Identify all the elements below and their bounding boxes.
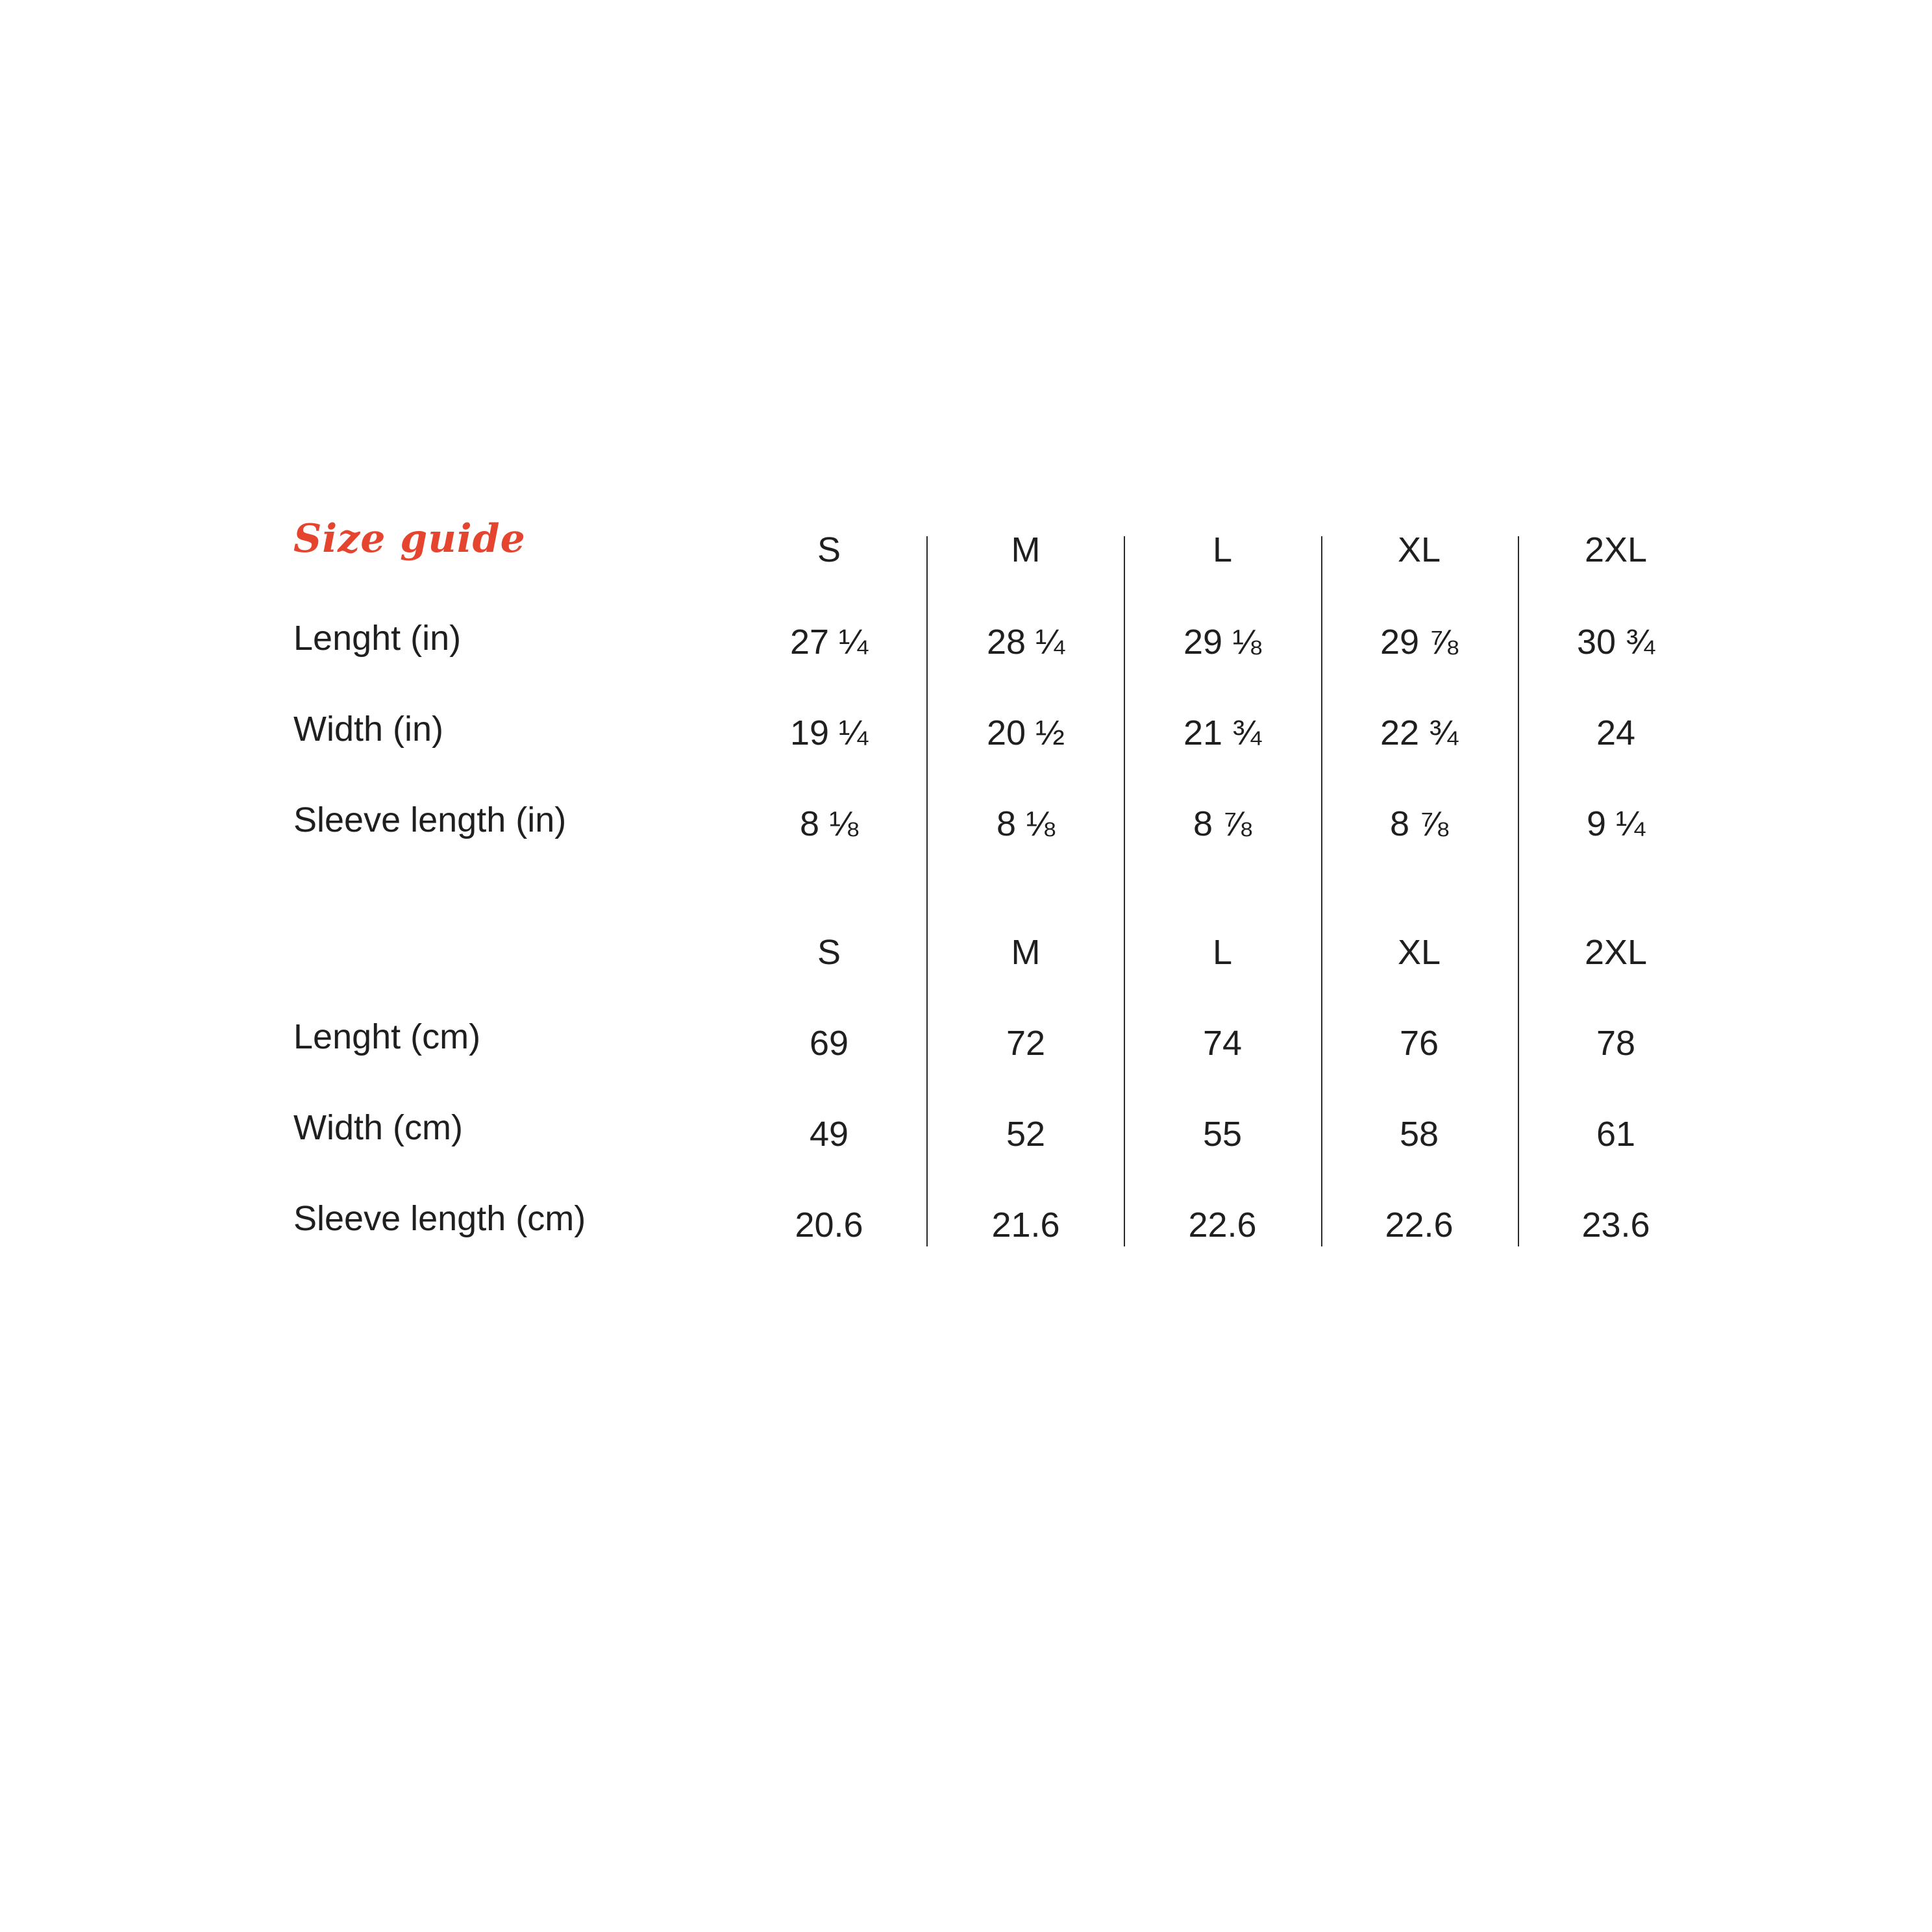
table-cell: 30 ¾ [1576,623,1655,662]
table-cell: 29 ⅛ [1183,623,1262,662]
size-header: S [817,530,841,569]
size-header: XL [1397,933,1441,972]
table-cell: 24 [1596,713,1636,752]
table-cell: 22.6 [1385,1206,1454,1245]
table-cell: 23.6 [1581,1206,1650,1245]
size-header: M [1011,933,1041,972]
table-cell: 27 ¼ [789,623,869,662]
size-guide-title: Size guide [293,516,526,562]
table-cell: 9 ¼ [1586,804,1646,843]
table-cell: 61 [1596,1115,1636,1154]
table-cell: 19 ¼ [789,713,869,752]
table-cell: 55 [1202,1115,1243,1154]
size-header: L [1212,933,1233,972]
size-header: 2XL [1584,530,1648,569]
table-cell: 8 ⅞ [1193,804,1252,843]
row-label: Sleeve length (in) [293,800,567,839]
size-header: 2XL [1584,933,1648,972]
table-cell: 8 ⅛ [996,804,1056,843]
table-cell: 8 ⅞ [1389,804,1449,843]
size-header: S [817,933,841,972]
table-cell: 8 ⅛ [799,804,859,843]
table-cell: 28 ¼ [986,623,1065,662]
size-header: M [1011,530,1041,569]
table-cell: 21 ¾ [1183,713,1262,752]
table-cell: 20 ½ [986,713,1065,752]
table-cell: 72 [1006,1024,1046,1063]
table-cell: 22.6 [1188,1206,1257,1245]
table-cell: 76 [1399,1024,1439,1063]
table-cell: 69 [809,1024,849,1063]
row-label: Lenght (in) [293,619,462,658]
table-cell: 52 [1006,1115,1046,1154]
table-cell: 20.6 [795,1206,863,1245]
table-cell: 78 [1596,1024,1636,1063]
row-label: Width (cm) [293,1108,463,1147]
table-cell: 49 [809,1115,849,1154]
table-cell: 21.6 [991,1206,1060,1245]
table-cell: 29 ⅞ [1380,623,1459,662]
table-cell: 74 [1202,1024,1243,1063]
table-cell: 58 [1399,1115,1439,1154]
row-label: Width (in) [293,710,444,749]
table-cell: 22 ¾ [1380,713,1459,752]
size-header: L [1212,530,1233,569]
size-header: XL [1397,530,1441,569]
row-label: Sleeve length (cm) [293,1199,586,1238]
row-label: Lenght (cm) [293,1017,481,1056]
column-divider [926,536,928,1246]
